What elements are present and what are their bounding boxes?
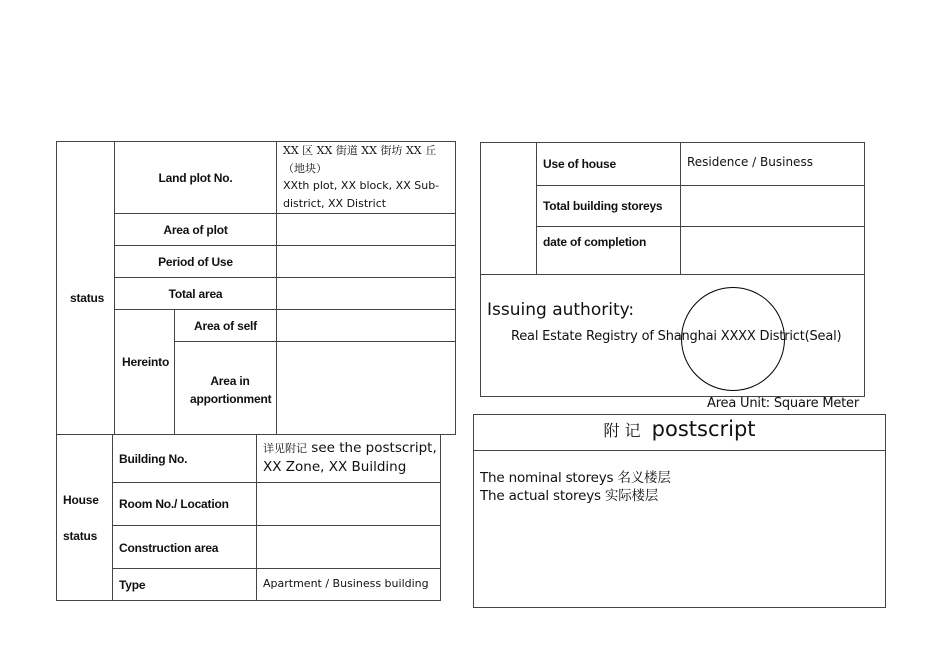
divider xyxy=(473,450,886,451)
postscript-line-1: The nominal storeys 名义楼层 xyxy=(480,470,671,486)
area-of-plot-label: Area of plot xyxy=(163,223,228,237)
divider xyxy=(112,482,441,483)
type-label: Type xyxy=(119,578,146,592)
divider xyxy=(256,434,257,601)
divider xyxy=(112,568,441,569)
date-of-completion-label: date of completion xyxy=(543,235,647,249)
divider xyxy=(112,434,113,601)
divider xyxy=(536,226,865,227)
area-unit-note: Area Unit: Square Meter xyxy=(707,396,859,411)
divider xyxy=(480,274,865,275)
use-of-house-value: Residence / Business xyxy=(687,155,813,169)
area-in-apportionment-label: Area in apportionment xyxy=(190,374,272,406)
divider xyxy=(112,525,441,526)
divider xyxy=(114,213,456,214)
type-value: Apartment / Business building xyxy=(263,577,429,590)
total-building-storeys-label: Total building storeys xyxy=(543,199,663,213)
postscript-title-en: postscript xyxy=(651,417,756,441)
status-label: status xyxy=(70,291,105,305)
house-status-label: status xyxy=(63,529,98,543)
issuing-authority-value: Real Estate Registry of Shanghai XXXX District(Seal) xyxy=(511,329,842,344)
land-plot-no-value-cn: XX 区 XX 街道 XX 街坊 XX 丘（地块） xyxy=(283,144,437,175)
divider xyxy=(536,142,537,275)
divider xyxy=(114,309,456,310)
building-no-value-en: see the postscript, XX Zone, XX Building xyxy=(263,440,437,475)
construction-area-label: Construction area xyxy=(119,541,219,555)
postscript-frame xyxy=(473,414,886,608)
total-area-label: Total area xyxy=(168,287,223,301)
building-no-value-cn: 详见附记 xyxy=(263,442,307,455)
area-of-self-label: Area of self xyxy=(194,319,257,333)
postscript-line-2: The actual storeys 实际楼层 xyxy=(480,488,659,504)
divider xyxy=(276,141,277,435)
divider xyxy=(114,277,456,278)
building-no-value xyxy=(263,439,439,476)
divider xyxy=(114,245,456,246)
divider xyxy=(680,142,681,275)
divider xyxy=(536,185,865,186)
period-of-use-label: Period of Use xyxy=(158,255,233,269)
postscript-title-cn: 附 记 xyxy=(603,421,641,440)
land-plot-no-value-en: XXth plot, XX block, XX Sub-district, XX District xyxy=(283,179,440,210)
house-label: House xyxy=(63,493,99,507)
issuing-authority-label: Issuing authority: xyxy=(487,300,635,320)
land-plot-no-label: Land plot No. xyxy=(158,171,233,185)
postscript-title xyxy=(473,417,886,441)
hereinto-label: Hereinto xyxy=(122,355,170,369)
house-use-table-frame xyxy=(480,142,865,397)
divider xyxy=(174,341,456,342)
room-no-label: Room No./ Location xyxy=(119,497,229,511)
use-of-house-label: Use of house xyxy=(543,157,616,171)
building-no-label: Building No. xyxy=(119,452,188,466)
